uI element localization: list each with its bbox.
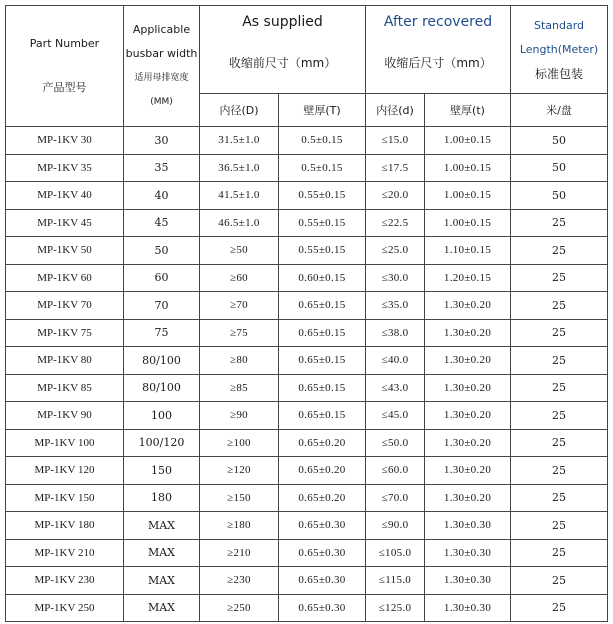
inner-diameter-after-cell: ≤38.0 bbox=[366, 319, 425, 347]
wall-thickness-after-cell: 1.00±0.15 bbox=[425, 182, 511, 210]
busbar-width-cell: 75 bbox=[124, 319, 200, 347]
busbar-width-cell: 35 bbox=[124, 154, 200, 182]
busbar-header-line3: 适用母排宽度 bbox=[134, 73, 189, 83]
length-per-roll-cell: 25 bbox=[511, 347, 608, 375]
inner-diameter-before-cell: ≥150 bbox=[200, 484, 279, 512]
as-supplied-header bbox=[200, 6, 366, 94]
inner-diameter-after-cell: ≤105.0 bbox=[366, 539, 425, 567]
wall-thickness-after-cell: 1.10±0.15 bbox=[425, 237, 511, 265]
part-number-cell: MP-1KV 75 bbox=[6, 319, 124, 347]
spec-table-body bbox=[6, 6, 608, 622]
part-number-cell: MP-1KV 70 bbox=[6, 292, 124, 320]
inner-diameter-before-header: 内径(D) bbox=[200, 94, 279, 127]
after-recovered-title: After recovered bbox=[383, 14, 493, 30]
table-row bbox=[6, 319, 608, 347]
length-per-roll-cell: 25 bbox=[511, 374, 608, 402]
wall-thickness-before-cell: 0.65±0.30 bbox=[279, 539, 366, 567]
inner-diameter-after-cell: ≤35.0 bbox=[366, 292, 425, 320]
length-per-roll-cell: 50 bbox=[511, 127, 608, 155]
busbar-width-cell: 60 bbox=[124, 264, 200, 292]
part-number-cell: MP-1KV 40 bbox=[6, 182, 124, 210]
wall-thickness-after-cell: 1.30±0.20 bbox=[425, 402, 511, 430]
busbar-width-cell: 70 bbox=[124, 292, 200, 320]
inner-diameter-before-cell: 41.5±1.0 bbox=[200, 182, 279, 210]
inner-diameter-before-cell: 36.5±1.0 bbox=[200, 154, 279, 182]
inner-diameter-after-cell: ≤125.0 bbox=[366, 594, 425, 622]
length-per-roll-cell: 25 bbox=[511, 292, 608, 320]
inner-diameter-before-cell: ≥120 bbox=[200, 457, 279, 485]
standard-header-line1: Standard bbox=[533, 18, 585, 32]
busbar-width-cell: 100 bbox=[124, 402, 200, 430]
part-number-cell: MP-1KV 230 bbox=[6, 567, 124, 595]
wall-thickness-after-cell: 1.30±0.20 bbox=[425, 429, 511, 457]
header-row-1 bbox=[6, 6, 608, 64]
wall-thickness-before-cell: 0.65±0.15 bbox=[279, 374, 366, 402]
table-row bbox=[6, 567, 608, 595]
wall-thickness-before-cell: 0.5±0.15 bbox=[279, 154, 366, 182]
inner-diameter-after-cell: ≤25.0 bbox=[366, 237, 425, 265]
busbar-width-cell: 40 bbox=[124, 182, 200, 210]
inner-diameter-after-cell: ≤70.0 bbox=[366, 484, 425, 512]
busbar-width-cell: MAX bbox=[124, 594, 200, 622]
wall-thickness-before-cell: 0.65±0.15 bbox=[279, 402, 366, 430]
wall-thickness-before-cell: 0.55±0.15 bbox=[279, 209, 366, 237]
table-row bbox=[6, 127, 608, 155]
wall-thickness-before-cell: 0.65±0.30 bbox=[279, 512, 366, 540]
part-number-header-en: Part Number bbox=[29, 37, 100, 50]
part-number-cell: MP-1KV 180 bbox=[6, 512, 124, 540]
busbar-width-cell: 80/100 bbox=[124, 374, 200, 402]
table-row bbox=[6, 539, 608, 567]
part-number-cell: MP-1KV 80 bbox=[6, 347, 124, 375]
standard-header-line3: 标准包装 bbox=[535, 66, 584, 81]
inner-diameter-after-header: 内径(d) bbox=[366, 94, 425, 127]
inner-diameter-before-cell: ≥85 bbox=[200, 374, 279, 402]
wall-thickness-before-header: 壁厚(T) bbox=[279, 94, 366, 127]
length-per-roll-cell: 25 bbox=[511, 209, 608, 237]
table-row bbox=[6, 264, 608, 292]
table-row bbox=[6, 209, 608, 237]
inner-diameter-before-cell: ≥60 bbox=[200, 264, 279, 292]
wall-thickness-after-cell: 1.30±0.30 bbox=[425, 567, 511, 595]
wall-thickness-before-cell: 0.55±0.15 bbox=[279, 237, 366, 265]
inner-diameter-after-cell: ≤115.0 bbox=[366, 567, 425, 595]
part-number-cell: MP-1KV 120 bbox=[6, 457, 124, 485]
wall-thickness-after-cell: 1.00±0.15 bbox=[425, 154, 511, 182]
inner-diameter-after-cell: ≤43.0 bbox=[366, 374, 425, 402]
wall-thickness-after-cell: 1.30±0.20 bbox=[425, 484, 511, 512]
inner-diameter-before-cell: 46.5±1.0 bbox=[200, 209, 279, 237]
length-per-roll-cell: 25 bbox=[511, 237, 608, 265]
inner-diameter-before-cell: ≥180 bbox=[200, 512, 279, 540]
inner-diameter-before-cell: ≥230 bbox=[200, 567, 279, 595]
length-per-roll-cell: 25 bbox=[511, 594, 608, 622]
length-per-roll-cell: 25 bbox=[511, 539, 608, 567]
busbar-width-cell: 150 bbox=[124, 457, 200, 485]
wall-thickness-after-cell: 1.20±0.15 bbox=[425, 264, 511, 292]
length-per-roll-cell: 25 bbox=[511, 402, 608, 430]
inner-diameter-after-cell: ≤60.0 bbox=[366, 457, 425, 485]
wall-thickness-before-cell: 0.55±0.15 bbox=[279, 182, 366, 210]
busbar-header-line2: busbar width bbox=[125, 47, 198, 60]
wall-thickness-after-header: 壁厚(t) bbox=[425, 94, 511, 127]
length-per-roll-cell: 25 bbox=[511, 319, 608, 347]
inner-diameter-after-cell: ≤40.0 bbox=[366, 347, 425, 375]
wall-thickness-before-cell: 0.65±0.30 bbox=[279, 594, 366, 622]
busbar-header-line1: Applicable bbox=[132, 23, 191, 36]
wall-thickness-after-cell: 1.00±0.15 bbox=[425, 127, 511, 155]
part-number-cell: MP-1KV 100 bbox=[6, 429, 124, 457]
wall-thickness-after-cell: 1.30±0.30 bbox=[425, 594, 511, 622]
inner-diameter-before-cell: 31.5±1.0 bbox=[200, 127, 279, 155]
wall-thickness-before-cell: 0.65±0.30 bbox=[279, 567, 366, 595]
inner-diameter-before-cell: ≥250 bbox=[200, 594, 279, 622]
part-number-cell: MP-1KV 250 bbox=[6, 594, 124, 622]
inner-diameter-before-cell: ≥90 bbox=[200, 402, 279, 430]
part-number-cell: MP-1KV 50 bbox=[6, 237, 124, 265]
inner-diameter-after-cell: ≤20.0 bbox=[366, 182, 425, 210]
wall-thickness-before-cell: 0.65±0.15 bbox=[279, 319, 366, 347]
length-per-roll-cell: 25 bbox=[511, 484, 608, 512]
wall-thickness-after-cell: 1.30±0.20 bbox=[425, 292, 511, 320]
part-number-cell: MP-1KV 60 bbox=[6, 264, 124, 292]
table-row bbox=[6, 374, 608, 402]
busbar-header-line4: (MM) bbox=[150, 97, 173, 107]
length-per-roll-cell: 50 bbox=[511, 182, 608, 210]
inner-diameter-after-cell: ≤17.5 bbox=[366, 154, 425, 182]
busbar-width-cell: MAX bbox=[124, 539, 200, 567]
wall-thickness-before-cell: 0.65±0.15 bbox=[279, 292, 366, 320]
wall-thickness-after-cell: 1.30±0.20 bbox=[425, 457, 511, 485]
table-row bbox=[6, 429, 608, 457]
busbar-width-cell: MAX bbox=[124, 512, 200, 540]
length-per-roll-cell: 50 bbox=[511, 154, 608, 182]
inner-diameter-before-cell: ≥80 bbox=[200, 347, 279, 375]
table-row bbox=[6, 347, 608, 375]
table-row bbox=[6, 594, 608, 622]
part-number-header bbox=[6, 6, 124, 127]
table-row bbox=[6, 402, 608, 430]
wall-thickness-after-cell: 1.30±0.20 bbox=[425, 374, 511, 402]
wall-thickness-after-cell: 1.30±0.20 bbox=[425, 347, 511, 375]
table-row bbox=[6, 512, 608, 540]
wall-thickness-before-cell: 0.65±0.20 bbox=[279, 429, 366, 457]
wall-thickness-after-cell: 1.30±0.20 bbox=[425, 319, 511, 347]
length-per-roll-cell: 25 bbox=[511, 512, 608, 540]
busbar-width-cell: MAX bbox=[124, 567, 200, 595]
standard-length-header bbox=[511, 6, 608, 94]
inner-diameter-after-cell: ≤30.0 bbox=[366, 264, 425, 292]
inner-diameter-before-cell: ≥50 bbox=[200, 237, 279, 265]
as-supplied-cn: 收缩前尺寸（mm） bbox=[228, 56, 337, 70]
length-per-roll-header: 米/盘 bbox=[511, 94, 608, 127]
inner-diameter-before-cell: ≥100 bbox=[200, 429, 279, 457]
wall-thickness-before-cell: 0.5±0.15 bbox=[279, 127, 366, 155]
part-number-cell: MP-1KV 85 bbox=[6, 374, 124, 402]
part-number-cell: MP-1KV 35 bbox=[6, 154, 124, 182]
inner-diameter-before-cell: ≥75 bbox=[200, 319, 279, 347]
inner-diameter-before-cell: ≥210 bbox=[200, 539, 279, 567]
part-number-cell: MP-1KV 90 bbox=[6, 402, 124, 430]
inner-diameter-after-cell: ≤22.5 bbox=[366, 209, 425, 237]
table-row bbox=[6, 154, 608, 182]
after-recovered-cn: 收缩后尺寸（mm） bbox=[384, 56, 492, 70]
busbar-width-cell: 80/100 bbox=[124, 347, 200, 375]
inner-diameter-before-cell: ≥70 bbox=[200, 292, 279, 320]
part-number-cell: MP-1KV 150 bbox=[6, 484, 124, 512]
wall-thickness-before-cell: 0.65±0.15 bbox=[279, 347, 366, 375]
after-recovered-header bbox=[366, 6, 511, 94]
wall-thickness-after-cell: 1.30±0.30 bbox=[425, 512, 511, 540]
wall-thickness-after-cell: 1.30±0.30 bbox=[425, 539, 511, 567]
as-supplied-title: As supplied bbox=[242, 14, 323, 30]
length-per-roll-cell: 25 bbox=[511, 429, 608, 457]
length-per-roll-cell: 25 bbox=[511, 457, 608, 485]
length-per-roll-cell: 25 bbox=[511, 264, 608, 292]
length-per-roll-cell: 25 bbox=[511, 567, 608, 595]
busbar-width-cell: 100/120 bbox=[124, 429, 200, 457]
wall-thickness-before-cell: 0.65±0.20 bbox=[279, 484, 366, 512]
part-number-cell: MP-1KV 210 bbox=[6, 539, 124, 567]
busbar-width-cell: 180 bbox=[124, 484, 200, 512]
busbar-width-header bbox=[124, 6, 200, 127]
table-row bbox=[6, 237, 608, 265]
busbar-width-cell: 50 bbox=[124, 237, 200, 265]
table-row bbox=[6, 292, 608, 320]
part-number-cell: MP-1KV 30 bbox=[6, 127, 124, 155]
busbar-width-cell: 30 bbox=[124, 127, 200, 155]
table-row bbox=[6, 484, 608, 512]
spec-table bbox=[5, 5, 608, 622]
wall-thickness-after-cell: 1.00±0.15 bbox=[425, 209, 511, 237]
table-row bbox=[6, 457, 608, 485]
wall-thickness-before-cell: 0.65±0.20 bbox=[279, 457, 366, 485]
busbar-width-cell: 45 bbox=[124, 209, 200, 237]
standard-header-line2: Length(Meter) bbox=[519, 42, 599, 56]
part-number-header-cn: 产品型号 bbox=[42, 81, 87, 94]
wall-thickness-before-cell: 0.60±0.15 bbox=[279, 264, 366, 292]
inner-diameter-after-cell: ≤50.0 bbox=[366, 429, 425, 457]
table-row bbox=[6, 182, 608, 210]
part-number-cell: MP-1KV 45 bbox=[6, 209, 124, 237]
inner-diameter-after-cell: ≤15.0 bbox=[366, 127, 425, 155]
inner-diameter-after-cell: ≤45.0 bbox=[366, 402, 425, 430]
inner-diameter-after-cell: ≤90.0 bbox=[366, 512, 425, 540]
